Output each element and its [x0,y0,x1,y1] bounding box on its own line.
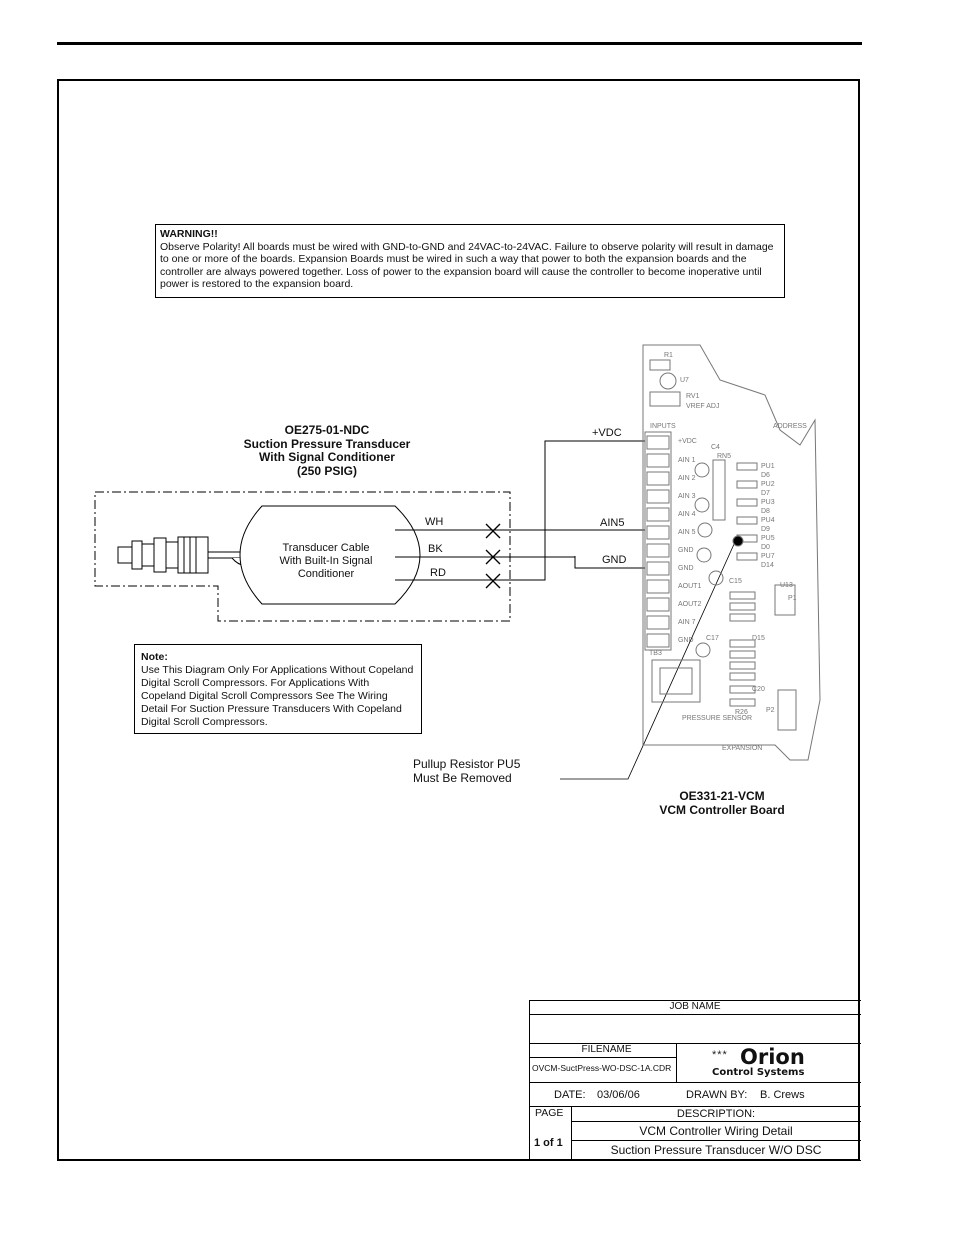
svg-text:D8: D8 [761,508,770,515]
date-value: 03/06/06 [597,1089,640,1101]
wire-label-vdc: +VDC [592,427,622,439]
svg-text:AOUT2: AOUT2 [678,601,702,608]
conditioner-label [262,542,390,581]
svg-text:PU2: PU2 [761,481,775,488]
svg-text:D6: D6 [761,472,770,479]
terminal-slots [647,436,669,647]
svg-text:AIN 2: AIN 2 [678,475,696,482]
svg-text:AIN 1: AIN 1 [678,457,696,464]
wire-label-bk: BK [428,543,443,555]
svg-text:VREF ADJ: VREF ADJ [686,403,720,410]
svg-text:AIN 3: AIN 3 [678,493,696,500]
wire-label-rd: RD [430,567,446,579]
page-label: PAGE [535,1107,564,1119]
board-silkscreen [649,352,807,752]
date-label: DATE: [554,1089,586,1101]
description-line1: VCM Controller Wiring Detail [639,1124,793,1138]
note-title: Note: [141,651,168,663]
svg-text:AOUT1: AOUT1 [678,583,702,590]
logo-name: Orion [740,1045,805,1069]
svg-text:PU7: PU7 [761,553,775,560]
svg-text:RN5: RN5 [717,453,732,460]
svg-text:P2: P2 [766,707,775,714]
svg-text:D9: D9 [761,526,770,533]
svg-text:U7: U7 [680,377,689,384]
wire-label-ain5: AIN5 [600,517,625,529]
svg-text:GND: GND [678,637,694,644]
svg-text:GND: GND [678,565,694,572]
filename-value: OVCM-SuctPress-WO-DSC-1A.CDR [532,1063,672,1073]
transducer-subtitle: With Signal Conditioner [259,450,395,464]
svg-text:D7: D7 [761,490,770,497]
svg-text:TB3: TB3 [649,650,662,657]
note-body: Use This Diagram Only For Applications Without Copeland Digital Scroll Compressors. For Applications With Copeland Digital Scroll Compressors See The Wiring Detail For Suction Pressure Transducers With Copeland Digital Scroll Compressors. [141,664,414,728]
board-name: VCM Controller Board [659,803,785,817]
svg-text:D0: D0 [761,544,770,551]
svg-text:C15: C15 [729,578,742,585]
svg-text:R1: R1 [664,352,673,359]
drawn-by-label: DRAWN BY: [686,1089,748,1101]
transducer-rating: (250 PSIG) [296,463,358,478]
svg-text:U13: U13 [780,582,793,589]
svg-text:C20: C20 [752,686,765,693]
conditioner-line2: With Built-In Signal [279,555,373,567]
title-block [529,1000,861,1161]
wire-label-wh: WH [425,516,444,528]
transducer-part-number: OE275-01-NDC [284,423,370,437]
wire-label-gnd: GND [602,554,627,566]
pullup-line1: Pullup Resistor PU5 [413,757,521,771]
warning-body: Observe Polarity! All boards must be wired with GND-to-GND and 24VAC-to-24VAC. Failure to observe polarity will result in damage to one or more of the boards. Expansion Boards must be wired in such a way that power to both the expansion boards and the controller are always powered together. Loss of power to the expansion board will cause the controller to become inoperative until power is restored to the expansion board. [160,240,774,291]
drawn-by-value: B. Crews [760,1089,805,1101]
note-box [134,644,422,734]
svg-text:PU3: PU3 [761,499,775,506]
svg-text:GND: GND [678,547,694,554]
orion-logo [712,1046,822,1080]
svg-text:PU5: PU5 [761,535,775,542]
cut-markers [486,524,500,588]
conditioner-line3: Conditioner [297,568,355,580]
svg-text:AIN 4: AIN 4 [678,511,696,518]
description-line2: Suction Pressure Transducer W/O DSC [610,1143,822,1157]
pullup-line2: Must Be Removed [413,771,512,785]
svg-text:AIN 7: AIN 7 [678,619,696,626]
conditioner-line1: Transducer Cable [282,542,370,554]
svg-text:AIN 5: AIN 5 [678,529,696,536]
svg-text:PU1: PU1 [761,463,775,470]
svg-text:C17: C17 [706,635,719,642]
description-label: DESCRIPTION: [676,1108,756,1120]
svg-text:PRESSURE SENSOR: PRESSURE SENSOR [682,715,753,722]
filename-label: FILENAME [581,1044,632,1055]
logo-stars-icon: *** [712,1049,728,1061]
job-name-label: JOB NAME [669,1001,721,1012]
board-caption [640,789,804,817]
svg-text:D14: D14 [761,562,774,569]
svg-text:PU4: PU4 [761,517,775,524]
svg-text:D15: D15 [752,635,765,642]
svg-text:ADDRESS: ADDRESS [773,423,807,430]
page-value: 1 of 1 [534,1137,563,1149]
transducer-name: Suction Pressure Transducer [243,436,411,451]
svg-text:+VDC: +VDC [678,438,697,445]
svg-text:INPUTS: INPUTS [650,423,676,430]
svg-text:C4: C4 [711,444,720,451]
svg-text:RV1: RV1 [686,393,700,400]
pullup-callout [413,757,520,785]
warning-title: WARNING!! [160,228,218,240]
svg-text:P1: P1 [788,595,797,602]
svg-text:R26: R26 [735,709,748,716]
logo-subtitle: Control Systems [712,1067,805,1078]
controller-board [643,345,820,760]
board-part-number: OE331-21-VCM [679,789,765,803]
svg-text:EXPANSION: EXPANSION [722,745,763,752]
